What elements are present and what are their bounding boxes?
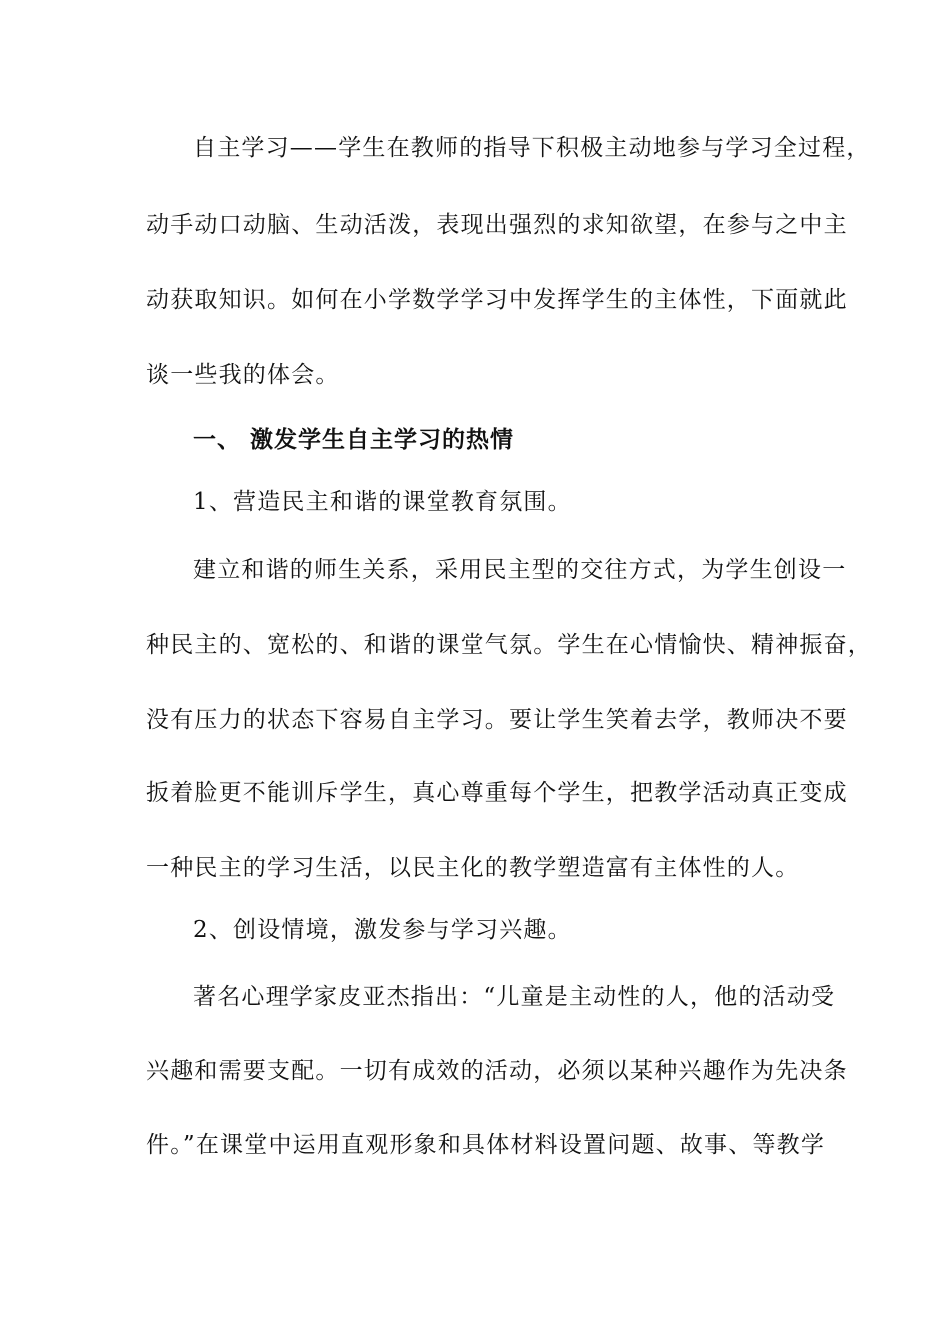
paragraph-line: 谈一些我的体会。 bbox=[146, 362, 340, 388]
paragraph-line: 动获取知识。如何在小学数学学习中发挥学生的主体性，下面就此 bbox=[146, 287, 848, 313]
subsection-heading: 2、创设情境，激发参与学习兴趣。 bbox=[193, 917, 572, 943]
subsection-heading: 1、营造民主和谐的课堂教育氛围。 bbox=[193, 489, 572, 515]
paragraph-line: 动手动口动脑、生动活泼，表现出强烈的求知欲望，在参与之中主 bbox=[146, 212, 848, 238]
paragraph-line: 一种民主的学习生活，以民主化的教学塑造富有主体性的人。 bbox=[146, 855, 800, 881]
paragraph-line: 扳着脸更不能训斥学生，真心尊重每个学生，把教学活动真正变成 bbox=[146, 780, 848, 806]
paragraph-line: 建立和谐的师生关系，采用民主型的交往方式，为学生创设一 bbox=[193, 557, 847, 583]
paragraph-line: 种民主的、宽松的、和谐的课堂气氛。学生在心情愉快、精神振奋， bbox=[146, 632, 872, 658]
paragraph-line: 兴趣和需要支配。一切有成效的活动，必须以某种兴趣作为先决条 bbox=[146, 1058, 848, 1084]
paragraph-line: 件。”在课堂中运用直观形象和具体材料设置问题、故事、等教学 bbox=[146, 1132, 826, 1158]
paragraph-line: 著名心理学家皮亚杰指出：“儿童是主动性的人，他的活动受 bbox=[193, 984, 836, 1010]
section-heading: 一、 激发学生自主学习的热情 bbox=[193, 426, 515, 453]
paragraph-line: 没有压力的状态下容易自主学习。要让学生笑着去学，教师决不要 bbox=[146, 707, 848, 733]
paragraph-line: 自主学习——学生在教师的指导下积极主动地参与学习全过程， bbox=[193, 135, 871, 161]
